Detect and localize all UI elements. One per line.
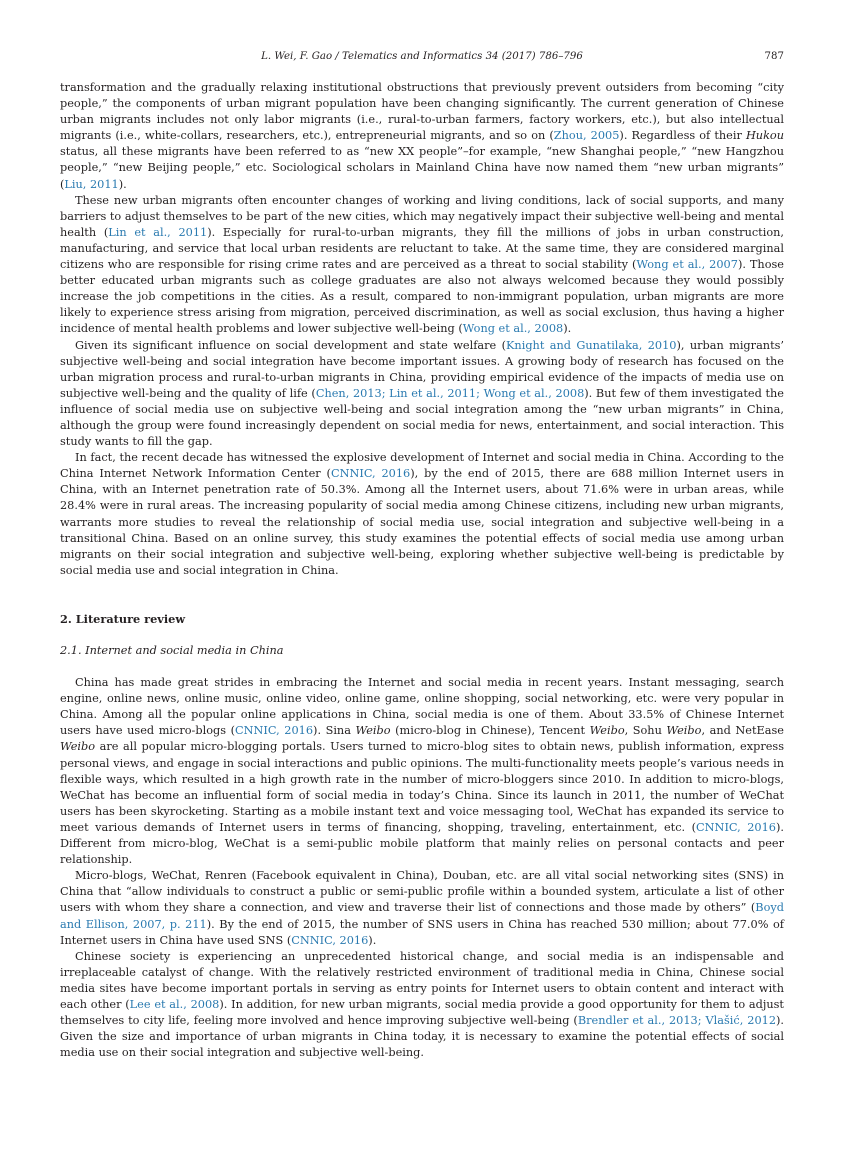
paragraph-text: ). By the end of 2015, the number of SNS users in China has reached 530 million; about 77.0% of Internet users in China have used SNS ( <box>60 917 784 947</box>
paragraph-text: ). In addition, for new urban migrants, social media provide a good opportunity for them to adjust themselves to city life, feeling more involved and hence improving subjective well-being ( <box>60 997 784 1028</box>
italic-term: Weibo <box>355 724 391 738</box>
citation-link[interactable]: CNNIC, 2016 <box>330 467 411 481</box>
paragraph <box>60 193 784 338</box>
running-head: L. Wei, F. Gao / Telematics and Informatics 34 (2017) 786–796 <box>261 51 583 62</box>
paragraph-text: ). Especially for rural-to-urban migrants, they fill the millions of jobs in urban construction, manufacturing, and service that local urban residents are reluctant to take. At the same time, they are considered marginal citizens who are responsible for rising crime rates and are perceived as a threat to social stability ( <box>60 225 784 272</box>
citation-link[interactable]: Boyd and Ellison, 2007, p. 211 <box>60 901 784 931</box>
paragraph-text: ). <box>118 177 127 191</box>
paragraph-text: ). But few of them investigated the influence of social media use on subjective well-being and social integration among the “new urban migrants” in China, although the group were found increasingly dependent on social media for news, entertainment, and social interaction. This study wants to fill the gap. <box>60 386 784 449</box>
paragraph-text: These new urban migrants often encounter changes of working and living conditions, lack of social supports, and many barriers to adjust themselves to be part of the new cities, which may negatively impact their subjective well-being and mental health ( <box>60 193 784 239</box>
paragraph-text: ). Sina <box>313 724 356 738</box>
paragraph-text: Given its significant influence on social development and state welfare ( <box>75 338 506 352</box>
paragraph-text: ), urban migrants’ subjective well-being and social integration have become important issues. A growing body of research has focused on the urban migration process and rural-to-urban migrants in China, providing empirical evidence of the impacts of media use on subjective well-being and the quality of life ( <box>60 338 785 400</box>
paragraph-text: In fact, the recent decade has witnessed the explosive development of Internet and social media in China. According to the China Internet Network Information Center ( <box>60 451 784 481</box>
article-body <box>60 80 784 1061</box>
paragraph <box>60 675 784 868</box>
paragraph-text: ). <box>563 322 572 336</box>
citation-link[interactable]: CNNIC, 2016 <box>291 933 369 947</box>
citation-link[interactable]: Zhou, 2005 <box>553 129 620 143</box>
paragraph-text: (micro-blog in Chinese), Tencent <box>390 724 590 738</box>
paragraph-text: , and NetEase <box>701 724 784 738</box>
paragraph-text: are all popular micro-blogging portals. Users turned to micro-blog sites to obtain news, publish information, express personal views, and engage in social interactions and public opinions. The multi-functionality meets people’s various needs in flexible ways, which resulted in a high growth rate in the number of micro-bloggers since 2010. In addition to micro-blogs, WeChat has become an influential form of social media in today’s China. Since its launch in 2011, the number of WeChat users has been skyrocketing. Starting as a mobile instant text and voice messaging tool, WeChat has expanded its service to meet various demands of Internet users in terms of financing, shopping, traveling, entertainment, etc. ( <box>60 740 784 834</box>
italic-term: Hukou <box>745 129 784 143</box>
running-header <box>60 51 784 67</box>
paragraph <box>60 949 784 1062</box>
paragraph-text: transformation and the gradually relaxing institutional obstructions that previously prevent outsiders from becoming “city people,” the components of urban migrant population have been changing significantly. The current generation of Chinese urban migrants includes not only labor migrants (i.e., rural-to-urban farmers, factory workers, etc.), but also intellectual migrants (i.e., white-collars, researchers, etc.), entrepreneurial migrants, and so on ( <box>60 81 784 143</box>
paragraph-text: ). <box>368 933 377 947</box>
citation-link[interactable]: Chen, 2013; Lin et al., 2011; Wong et al., 2008 <box>315 386 585 400</box>
page-number: 787 <box>764 51 784 62</box>
citation-link[interactable]: CNNIC, 2016 <box>696 820 776 834</box>
paragraph-text: Micro-blogs, WeChat, Renren (Facebook equivalent in China), Douban, etc. are all vital social networking sites (SNS) in China that “allow individuals to construct a public or semi-public profile within a bounded system, articulate a list of other users with whom they share a connection, and view and traverse their list of connections and those made by others” ( <box>60 869 784 915</box>
paragraph <box>60 80 784 193</box>
paragraph-text: status, all these migrants have been referred to as “new XX people”–for example, “new Shanghai people,” “new Hangzhou people,” “new Beijing people,” etc. Sociological scholars in Mainland China have now named them “new urban migrants” ( <box>60 145 784 191</box>
paragraph-text: ). Different from micro-blog, WeChat is a semi-public mobile platform that mainly relies on personal contacts and peer relationship. <box>60 820 784 867</box>
paragraph-text: ). Regardless of their <box>619 129 746 143</box>
paragraph-text: ), by the end of 2015, there are 688 million Internet users in China, with an Internet penetration rate of 50.3%. Among all the Internet users, about 71.6% were in urban areas, while 28.4% were in rural areas. The increasing popularity of social media among Chinese citizens, including new urban migrants, warrants more studies to reveal the relationship of social media use, social integration and subjective well-being in a transitional China. Based on an online survey, this study examines the potential effects of social media use among urban migrants on their social integration and subjective well-being, exploring whether subjective well-being is predictable by social media use and social integration in China. <box>60 467 785 577</box>
subsection-heading: 2.1. Internet and social media in China <box>60 644 284 657</box>
citation-link[interactable]: Knight and Gunatilaka, 2010 <box>505 338 677 352</box>
paragraph <box>60 338 784 451</box>
citation-link[interactable]: Wong et al., 2007 <box>636 258 738 272</box>
citation-link[interactable]: Lee et al., 2008 <box>129 997 220 1011</box>
paragraph-text: ). Those better educated urban migrants such as college graduates are also not always welcomed because they would possibly increase the job competitions in the cities. As a result, compared to non-immigrant population, urban migrants are more likely to experience stress arising from migration, perceived discrimination, as well as social exclusion, thus having a higher incidence of mental health problems and lower subjective well-being ( <box>60 258 784 336</box>
section-heading: 2. Literature review <box>60 611 186 626</box>
citation-link[interactable]: Lin et al., 2011 <box>108 225 208 239</box>
paragraph <box>60 868 784 948</box>
italic-term: Weibo <box>589 724 625 738</box>
paragraph-text: China has made great strides in embracing the Internet and social media in recent years. Instant messaging, search engine, online news, online music, online video, online game, online shopping, social networking, etc. were very popular in China. Among all the popular online applications in China, social media is one of them. About 33.5% of Chinese Internet users have used micro-blogs ( <box>60 676 784 738</box>
paragraph <box>60 450 784 579</box>
paragraph-text: , Sohu <box>624 724 667 738</box>
citation-link[interactable]: Brendler et al., 2013; Vlašić, 2012 <box>577 1014 777 1028</box>
italic-term: Weibo <box>60 740 96 754</box>
paragraph-text: ). Given the size and importance of urban migrants in China today, it is necessary to examine the potential effects of social media use on their social integration and subjective well-being. <box>60 1014 785 1060</box>
italic-term: Weibo <box>666 724 702 738</box>
citation-link[interactable]: Wong et al., 2008 <box>462 322 564 336</box>
citation-link[interactable]: CNNIC, 2016 <box>235 724 314 738</box>
citation-link[interactable]: Liu, 2011 <box>64 177 119 191</box>
paragraph-text: Chinese society is experiencing an unprecedented historical change, and social media is an indispensable and irreplaceable catalyst of change. With the relatively restricted environment of traditional media in China, Chinese social media sites have become important portals in serving as entry points for Internet users to obtain content and interact with each other ( <box>60 949 784 1011</box>
